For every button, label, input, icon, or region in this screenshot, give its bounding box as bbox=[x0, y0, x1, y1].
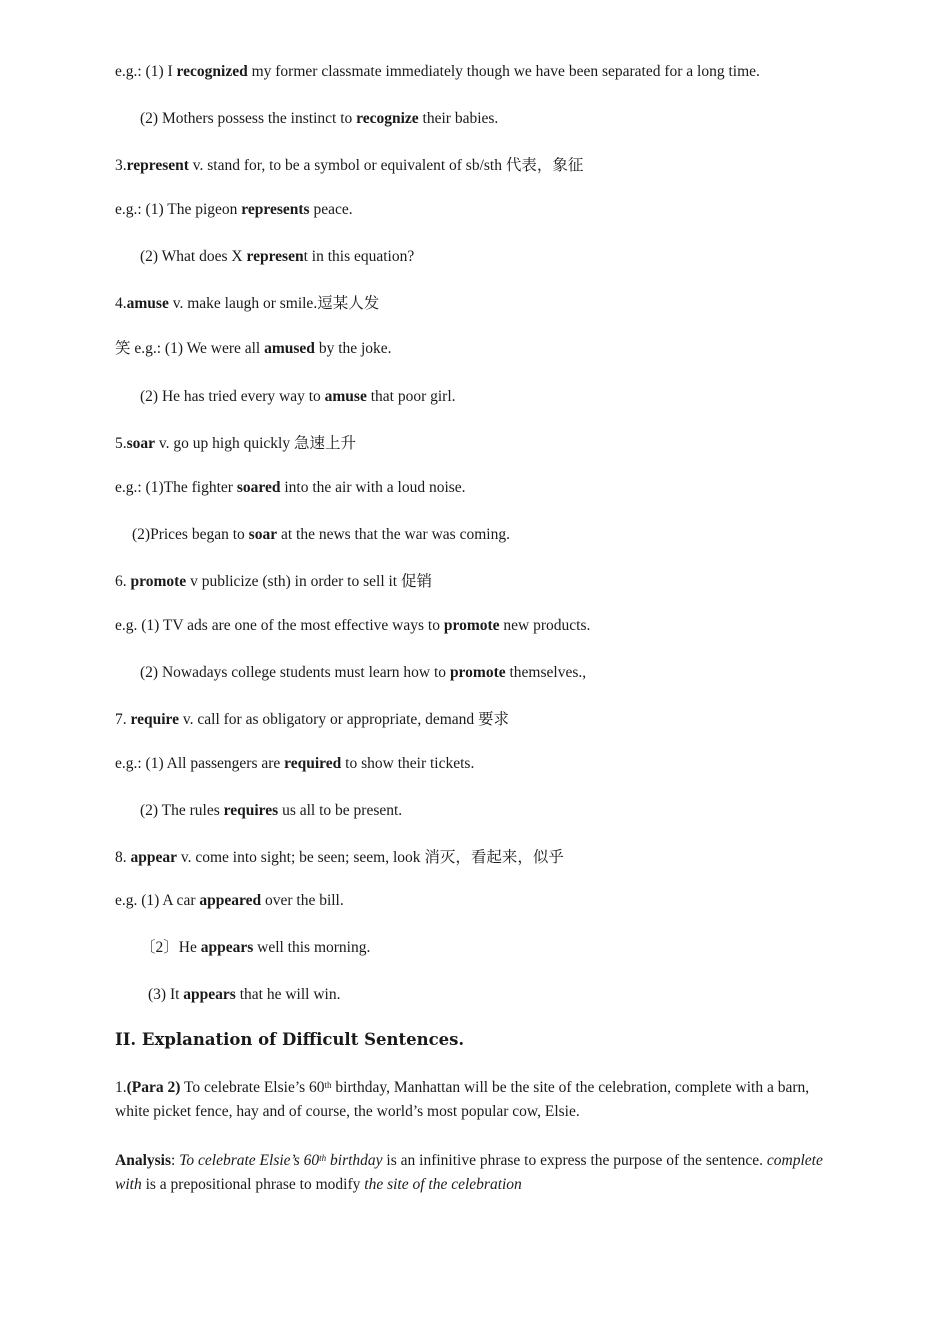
vocab-entry-soar: 5.soar v. go up high quickly 急速上升 bbox=[115, 435, 356, 452]
keyword: amused bbox=[264, 340, 315, 357]
para-label: (Para 2) bbox=[126, 1079, 181, 1096]
keyword: requires bbox=[223, 802, 279, 819]
example-line: (2) Mothers possess the instinct to recognize their babies. bbox=[140, 110, 499, 127]
example-line: (2) He has tried every way to amuse that poor girl. bbox=[140, 388, 456, 405]
section-heading: II. Explanation of Difficult Sentences. bbox=[115, 1030, 465, 1049]
vocab-entry-require: 7. require v. call for as obligatory or appropriate, demand 要求 bbox=[115, 711, 510, 728]
analysis-paragraph: Analysis: To celebrate Elsie’s 60th birthday is an infinitive phrase to express the purpose of the sentence. complete with is a prepositional phrase to modify the site of the celebration bbox=[115, 1152, 823, 1193]
keyword: represen bbox=[246, 248, 304, 265]
keyword: appeared bbox=[199, 892, 262, 909]
keyword: amuse bbox=[324, 388, 367, 405]
example-line: e.g.: (1)The fighter soared into the air with a loud noise. bbox=[115, 479, 466, 496]
example-line: (2)Prices began to soar at the news that the war was coming. bbox=[132, 526, 510, 543]
keyword: amuse bbox=[126, 295, 169, 312]
keyword: appears bbox=[183, 986, 236, 1003]
example-line: (2) What does X represent in this equation? bbox=[140, 248, 415, 265]
keyword: promote bbox=[443, 617, 500, 634]
keyword: promote bbox=[449, 664, 506, 681]
keyword: represents bbox=[241, 201, 310, 218]
example-line: e.g.: (1) I recognized my former classmate immediately though we have been separated for a long time. bbox=[115, 63, 760, 80]
keyword: represent bbox=[126, 157, 189, 174]
example-line: e.g. (1) A car appeared over the bill. bbox=[115, 892, 344, 909]
keyword: recognized bbox=[176, 63, 248, 80]
vocab-entry-appear: 8. appear v. come into sight; be seen; seem, look 消灭，看起来，似乎 bbox=[115, 849, 564, 866]
keyword: require bbox=[130, 711, 180, 728]
difficult-sentence-1: 1.(Para 2) To celebrate Elsie’s 60th birthday, Manhattan will be the site of the celebration, complete with a barn, white picket fence, hay and of course, the world’s most popular cow, Elsie. bbox=[115, 1079, 810, 1120]
keyword: recognize bbox=[356, 110, 419, 127]
vocab-entry-represent: 3.represent v. stand for, to be a symbol or equivalent of sb/sth 代表，象征 bbox=[115, 157, 584, 174]
keyword: soared bbox=[236, 479, 281, 496]
example-line: 笑 e.g.: (1) We were all amused by the joke. bbox=[115, 340, 392, 357]
keyword: promote bbox=[130, 573, 187, 590]
keyword: appears bbox=[200, 939, 254, 956]
example-line: 〔2〕He appears well this morning. bbox=[140, 939, 371, 956]
keyword: required bbox=[284, 755, 342, 772]
example-line: e.g. (1) TV ads are one of the most effective ways to promote new products. bbox=[115, 617, 591, 634]
keyword: soar bbox=[248, 526, 278, 543]
example-line: e.g.: (1) The pigeon represents peace. bbox=[115, 201, 353, 218]
example-line: e.g.: (1) All passengers are required to show their tickets. bbox=[115, 755, 475, 772]
example-line: (3) It appears that he will win. bbox=[148, 986, 341, 1003]
keyword: soar bbox=[126, 435, 156, 452]
example-line: (2) The rules requires us all to be present. bbox=[140, 802, 403, 819]
keyword: appear bbox=[130, 849, 177, 866]
vocab-entry-amuse: 4.amuse v. make laugh or smile.逗某人发 bbox=[115, 295, 380, 312]
vocab-entry-promote: 6. promote v publicize (sth) in order to sell it 促销 bbox=[115, 573, 432, 590]
analysis-label: Analysis bbox=[115, 1152, 171, 1169]
example-line: (2) Nowadays college students must learn how to promote themselves., bbox=[140, 664, 587, 681]
